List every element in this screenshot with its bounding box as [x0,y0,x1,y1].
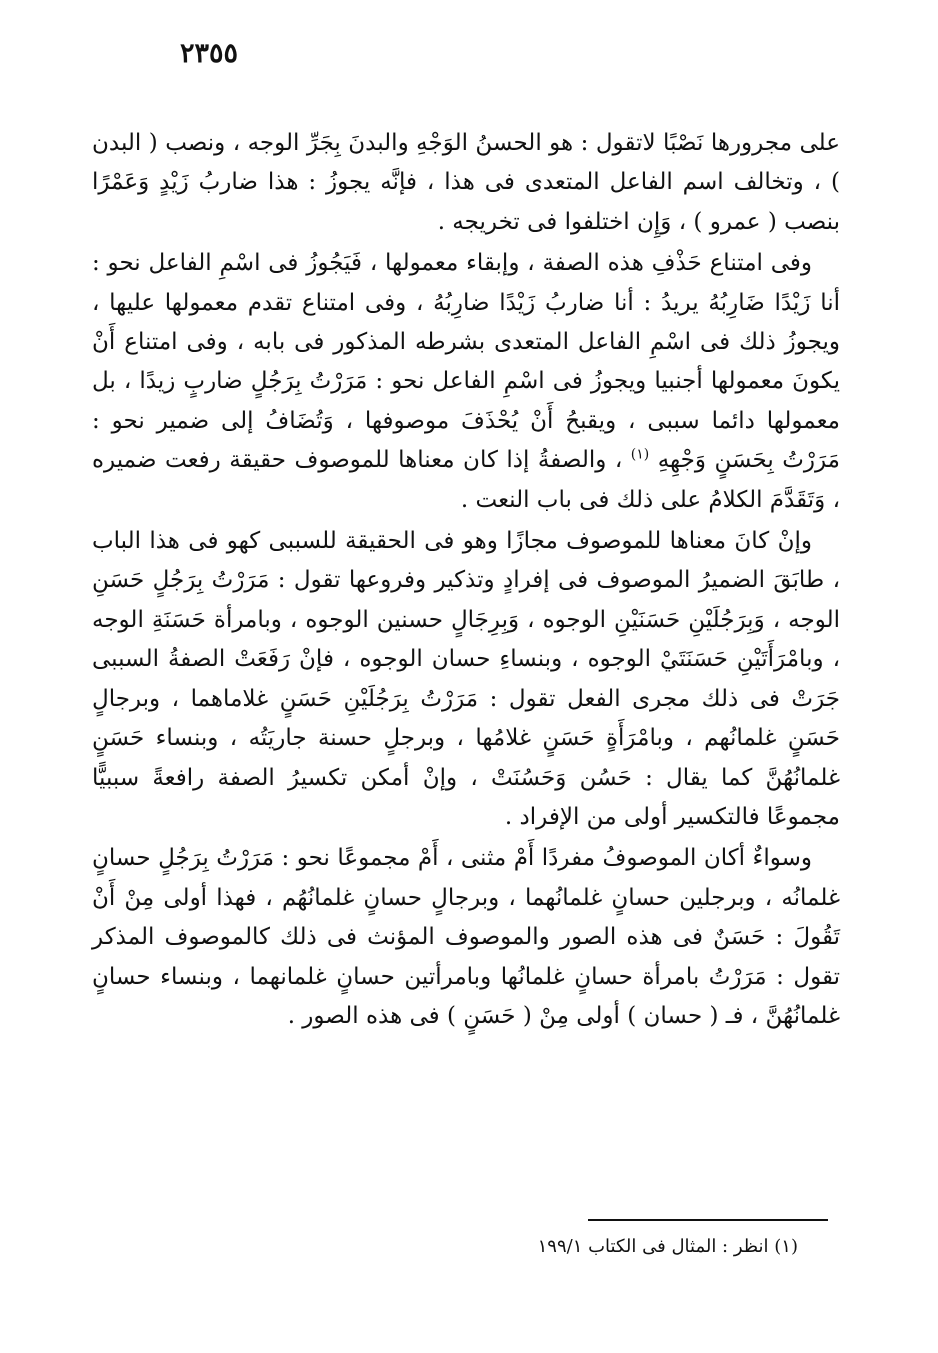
paragraph-2 [92,244,840,520]
paragraph-1: على مجرورها نَصْبًا لاتقول : هو الحسنُ الوَجْهِ والبدنَ بِجَرِّ الوجه ، ونصب ( البدن ) ، وتخالف اسم الفاعل المتعدى فى هذا ، فإنَّه يجوزُ : هذا ضاربُ زَيْدٍ وَعَمْرًا بنصب ( عمرو ) ، وَإِن اختلفوا فى تخريجه . [92,130,840,235]
page-number: ٢٣٥٥ [179,38,238,69]
paragraph-3: وإنْ كانَ معناها للموصوف مجازًا وهو فى الحقيقة للسببى كهو فى هذا الباب ، طابَقَ الضميرُ الموصوف فى إفرادٍ وتذكير وفروعها تقول : مَرَرْتُ بِرَجُلٍ حَسَنِ الوجه ، وَبِرَجُلَيْنِ حَسَنَيْنِ الوجوه ، وَبِرِجَالٍ حسنين الوجوه ، وبامرأة حَسَنَةِ الوجه ، وبامْرَأَتَيْنِ حَسَنَتَيْ الوجوه ، وبنساءِ حسان الوجوه ، فإنْ رَفَعَتْ الصفةُ السببى جَرَتْ فى ذلك مجرى الفعل تقول : مَرَرْتُ بِرَجُلَيْنِ حَسَنٍ غلاماهما ، وبرجالٍ حَسَنٍ غلمانُهم ، وبامْرَأَةٍ حَسَنٍ غلامُها ، وبرجلٍ حسنة جاريَتُه ، وبنساء حَسَنٍ غلمانُهُنَّ كما يقال : حَسُن وَحَسُنَتْ ، وإنْ أمكن تكسيرُ الصفة رافعةً سببيًّا مجموعًا فالتكسير أولى من الإفراد . [92,528,840,830]
footnote-divider [588,1219,828,1221]
paragraph-2-text-b: ، والصفةُ إذا كان معناها للموصوف حقيقة رفعت ضميره ، وَتَقَدَّمَ الكلامُ على ذلك فى باب النعت . [92,447,840,513]
paragraph-4: وسواءٌ أكان الموصوفُ مفردًا أَمْ مثنى ، أَمْ مجموعًا نحو : مَرَرْتُ بِرَجُلٍ حسانٍ غلمانُه ، وبرجلين حسانٍ غلمانُهما ، وبرجالٍ حسانٍ غلمانُهُم ، فهذا أولى مِنْ أَنْ تَقُولَ : حَسَنٌ فى هذه الصور والموصوف المؤنث فى ذلك كالموصوف المذكر تقول : مَرَرْتُ بامرأة حسانٍ غلمانُها وبامرأتين حسانٍ غلمانهما ، وبنساء حسانٍ غلمانُهُنَّ ، فـ ( حسان ) أولى مِنْ ( حَسَنٍ ) فى هذه الصور . [92,845,840,1029]
footnote-reference: (١) [630,446,650,463]
main-text [92,124,840,1036]
footnote: (١) انظر : المثال فى الكتاب ١٩٩/١ [537,1236,798,1257]
paragraph-2-text-a: وفى امتناع حَذْفِ هذه الصفة ، وإبقاء معمولها ، فَيَجُوزُ فى اسْمِ الفاعل نحو : أنا زَيْدًا ضَارِبُهُ يريدُ : أنا ضاربُ زَيْدًا ضارِبُهُ ، وفى امتناع تقدم معمولها عليها ، ويجوزُ ذلك فى اسْمِ الفاعل المتعدى بشرطه المذكور فى بابه ، وفى امتناع أَنْ يكونَ معمولها أجنبيا ويجوزُ فى اسْمِ الفاعل نحو : مَرَرْتُ بِرَجُلٍ ضاربٍ زيدًا ، بل معمولها دائما سببى ، ويقبحُ أَنْ يُحْذَفَ موصوفها ، وَتُضَافُ إلى ضمير نحو : مَرَرْتُ بِحَسَنٍ وَجْهِهِ [92,250,841,474]
